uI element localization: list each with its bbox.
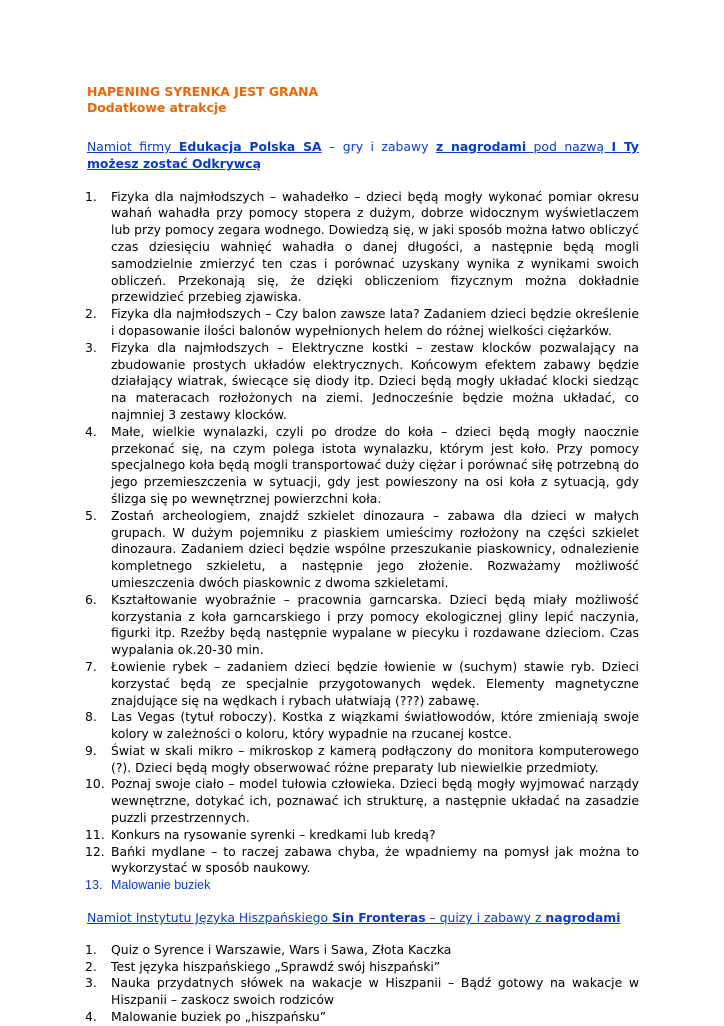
list-item-number: 9. xyxy=(85,742,97,758)
list-item xyxy=(87,743,639,777)
list-item xyxy=(87,959,639,976)
list-item-number: 6. xyxy=(85,591,97,607)
heading-part: – gry i zabawy xyxy=(321,139,436,154)
list-item xyxy=(87,877,639,894)
heading-name: I Ty możesz zostać Odkrywcą xyxy=(87,139,640,171)
list-item-number: 13. xyxy=(85,878,103,893)
list-item-number: 1. xyxy=(85,188,97,204)
list-item xyxy=(87,659,639,709)
list-item-text: Malowanie buziek po „hiszpańsku” xyxy=(111,1009,327,1025)
document-subtitle: Dodatkowe atrakcje xyxy=(87,100,227,115)
list-item xyxy=(87,975,639,1009)
list-item-number: 12. xyxy=(85,843,105,859)
list-item-text: Konkurs na rysowanie syrenki – kredkami lub kredą? xyxy=(111,826,436,842)
document-title: HAPENING SYRENKA JEST GRANA xyxy=(87,84,319,99)
heading-part: – quizy i zabawy z xyxy=(425,910,546,926)
list-item-number: 8. xyxy=(85,709,97,725)
list-item-text: Świat w skali mikro – mikroskop z kamerą podłączony do monitora komputerowego (?). Dzieci będą mogły obserwować różne preparaty lub niewielkie przedmioty. xyxy=(111,742,639,775)
document-page xyxy=(87,84,639,1026)
list-item-number: 4. xyxy=(85,1009,97,1025)
list-item-number: 2. xyxy=(85,958,97,974)
list-item-text: Bańki mydlane – to raczej zabawa chyba, że wpadniemy na pomysł jak można to wykorzystać w sposób naukowy. xyxy=(111,843,639,876)
list-item-text: Kształtowanie wyobraźnie – pracownia garncarska. Dzieci będą miały możliwość korzystania z koła garncarskiego i przy pomocy ekologicznej gliny lepić naczynia, figurki itp. Rzeźby będą następnie wypalane w piecyku i rozdawane dzieciom. Czas wypalania ok.20-30 min. xyxy=(111,591,639,658)
list-item-number: 11. xyxy=(85,826,105,842)
list-item-text: Nauka przydatnych słówek na wakacje w Hiszpanii – Bądź gotowy na wakacje w Hiszpanii – zaskocz swoich rodziców xyxy=(111,975,639,1008)
list-item-number: 4. xyxy=(85,423,97,439)
list-item-number: 1. xyxy=(85,941,97,957)
list-item-text: Test języka hiszpańskiego „Sprawdź swój hiszpański” xyxy=(111,958,441,974)
list-item-text: Quiz o Syrence i Warszawie, Wars i Sawa, Złota Kaczka xyxy=(111,941,452,957)
list-item-number: 3. xyxy=(85,975,97,991)
list-item xyxy=(87,827,639,844)
heading-prizes: nagrodami xyxy=(545,910,621,926)
heading-institute: Sin Fronteras xyxy=(331,910,426,926)
list-item-text: Fizyka dla najmłodszych – Czy balon zawsze lata? Zadaniem dzieci będzie określenie i dopasowanie ilości balonów wypełnionych helem do różnej wielkości ciężarków. xyxy=(111,306,639,338)
list-item-text: Poznaj swoje ciało – model tułowia człowieka. Dzieci będą mogły wyjmować narządy wewnętrzne, dotykać ich, poznawać ich strukturę, a następnie układać na zasadzie puzzli przestrzennych. xyxy=(111,776,639,826)
activity-list-sin-fronteras xyxy=(87,942,639,1026)
list-item-number: 2. xyxy=(85,306,97,322)
list-item xyxy=(87,508,639,592)
list-item xyxy=(87,844,639,878)
heading-part: Namiot firmy xyxy=(87,139,179,154)
list-item xyxy=(87,340,639,424)
list-item-text: Las Vegas (tytuł roboczy). Kostka z wiązkami światłowodów, które zmieniają swoje kolory w zależności o koloru, który wypadnie na rzucanej kostce. xyxy=(111,709,639,742)
heading-part: Namiot Instytutu Języka Hiszpańskiego xyxy=(87,910,332,926)
list-item-text: Małe, wielkie wynalazki, czyli po drodze do koła – dzieci będą mogły naocznie przekonać się, na czym polega istota wynalazku, którym jest koło. Przy pomocy specjalnego koła będą mogli transportować duży ciężar i porównać siłę potrzebną do jego przemieszczenia w sytuacji, gdy jest powieszony na osi koła z sytuacją, gdy ślizga się po wewnętrznej powierzchni koła. xyxy=(111,423,639,506)
list-item-number: 3. xyxy=(85,339,97,355)
heading-prizes: z nagrodami xyxy=(435,139,527,154)
list-item-text: Zostań archeologiem, znajdź szkielet dinozaura – zabawa dla dzieci w małych grupach. W dużym pojemniku z piaskiem umieścimy rozłożony na części szkielet dinozaura. Zadaniem dzieci będzie wspólne przeszukanie piaskownicy, odnalezienie kompletnego szkieletu, a następnie jego złożenie. Rozważamy możliwość umieszczenia dwóch piaskownic z dwoma szkieletami. xyxy=(111,507,639,590)
section-heading-sin-fronteras xyxy=(87,910,639,927)
list-item xyxy=(87,306,639,340)
list-item-text: Fizyka dla najmłodszych – Elektryczne kostki – zestaw klocków pozwalający na zbudowanie prostych układów elektrycznych. Końcowym efektem zabawy będzie działający wiatrak, świecące się diody itp. Dzieci będą mogły układać klocki siedząc na materacach rozłożonych na ziemi. Jednocześnie będzie można układać, co najmniej 3 zestawy klocków. xyxy=(111,339,639,422)
heading-part: pod nazwą xyxy=(526,139,612,154)
list-item xyxy=(87,1009,639,1026)
list-item xyxy=(87,942,639,959)
list-item-number: 10. xyxy=(85,776,105,792)
list-item xyxy=(87,592,639,659)
list-item xyxy=(87,709,639,743)
list-item xyxy=(87,776,639,826)
list-item-text: Łowienie rybek – zadaniem dzieci będzie łowienie w (suchym) stawie ryb. Dzieci korzystać będą ze specjalnie przygotowanych wędek. Elementy magnetyczne znajdujące się na wędkach i rybach ułatwiają (???) zabawę. xyxy=(111,658,639,708)
list-item-number: 5. xyxy=(85,507,97,523)
list-item-text: Malowanie buziek xyxy=(111,878,211,893)
list-item xyxy=(87,189,639,307)
section-heading-edukacja xyxy=(87,139,639,173)
list-item-text: Fizyka dla najmłodszych – wahadełko – dzieci będą mogły wykonać pomiar okresu wahań wahadła przy pomocy stopera z dużym, dobrze widocznym wyświetlaczem lub przy pomocy zegara wodnego. Dowiedzą się, w jaki sposób można łatwo obliczyć czas dziesięciu wahnięć wahadła o danej długości, a następnie będą mogli samodzielnie zmierzyć ten czas i porównać uzyskany wynika z wynikami swoich obliczeń. Przekonają się, że dzięki obliczeniom fizycznym można dokładnie przewidzieć przebieg zjawiska. xyxy=(111,188,639,305)
list-item-number: 7. xyxy=(85,658,97,674)
heading-company: Edukacja Polska SA xyxy=(178,139,322,154)
activity-list-edukacja xyxy=(87,189,639,894)
list-item xyxy=(87,424,639,508)
